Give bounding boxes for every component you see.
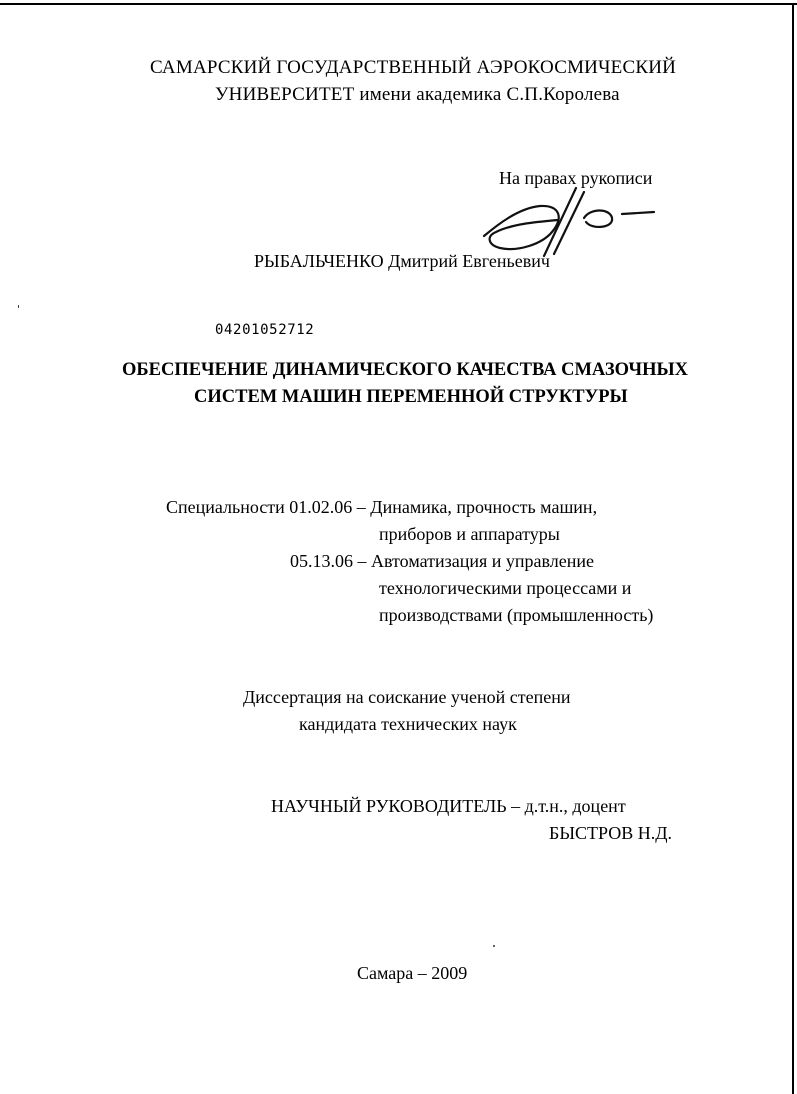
scan-border-top — [0, 3, 797, 5]
specialty-line-3: 05.13.06 – Автоматизация и управление — [290, 551, 595, 571]
author-name: РЫБАЛЬЧЕНКО Дмитрий Евгеньевич — [254, 251, 550, 271]
dissertation-line-2: кандидата технических наук — [299, 714, 517, 734]
university-line-1: САМАРСКИЙ ГОСУДАРСТВЕННЫЙ АЭРОКОСМИЧЕСКИЙ — [150, 57, 677, 78]
supervisor-name: БЫСТРОВ Н.Д. — [549, 823, 673, 843]
manuscript-note: На правах рукописи — [499, 168, 653, 188]
specialty-line-2: приборов и аппаратуры — [379, 524, 560, 544]
university-line-2: УНИВЕРСИТЕТ имени академика С.П.Королева — [215, 84, 620, 105]
city-year: Самара – 2009 — [357, 963, 468, 983]
supervisor-line-1: НАУЧНЫЙ РУКОВОДИТЕЛЬ – д.т.н., доцент — [271, 796, 626, 816]
specialty-line-5: производствами (промышленность) — [379, 605, 654, 625]
registration-number: 04201052712 — [215, 322, 315, 338]
handwritten-signature — [478, 186, 660, 258]
specialty-line-4: технологическими процессами и — [379, 578, 632, 598]
thesis-title-line-1: ОБЕСПЕЧЕНИЕ ДИНАМИЧЕСКОГО КАЧЕСТВА СМАЗОЧНЫХ — [122, 360, 689, 380]
scan-speck — [18, 305, 19, 308]
thesis-title-line-2: СИСТЕМ МАШИН ПЕРЕМЕННОЙ СТРУКТУРЫ — [194, 387, 628, 407]
dissertation-line-1: Диссертация на соискание ученой степени — [243, 687, 571, 707]
scan-speck — [493, 945, 495, 947]
scan-border-right — [792, 3, 794, 1094]
specialty-line-1: Специальности 01.02.06 – Динамика, прочность машин, — [166, 497, 598, 517]
